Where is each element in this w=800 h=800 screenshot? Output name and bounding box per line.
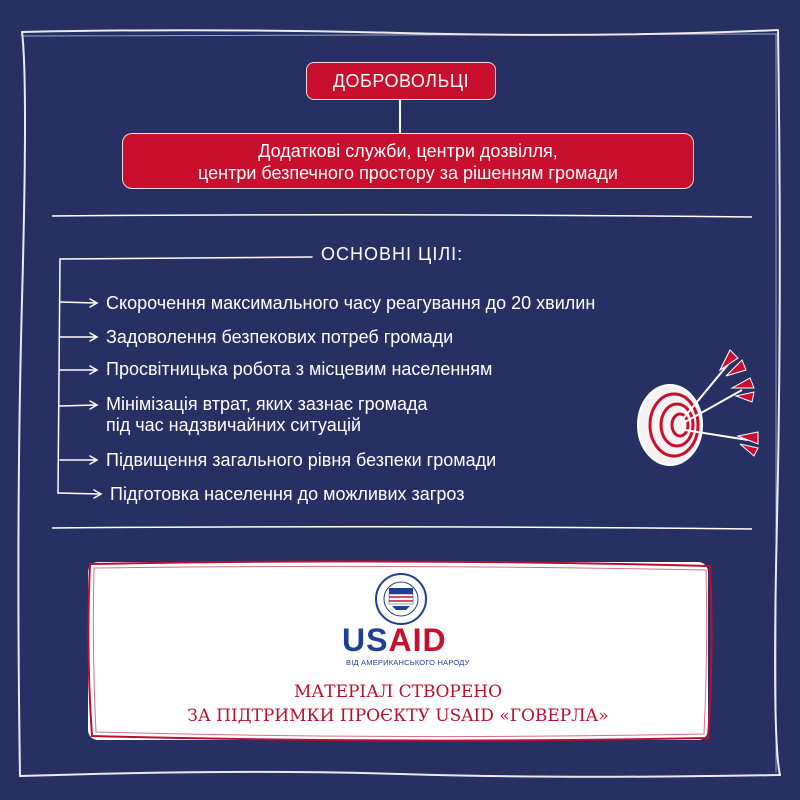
services-line-2: центри безпечного простору за рішенням громади bbox=[198, 163, 618, 183]
goal-item-6: Підготовка населення до можливих загроз bbox=[110, 484, 465, 504]
volunteers-title: ДОБРОВОЛЬЦІ bbox=[332, 71, 470, 91]
goal-item-2: Задоволення безпекових потреб громади bbox=[106, 327, 454, 347]
target-illustration bbox=[630, 340, 780, 480]
goal-item-4: Мінімізація втрат, яких зазнає громада bbox=[106, 394, 428, 414]
services-box bbox=[122, 133, 694, 189]
usaid-logo-us: US bbox=[342, 622, 389, 658]
goal-item-4-continuation: під час надзвичайних ситуацій bbox=[106, 415, 362, 435]
credit-line-1: МАТЕРІАЛ СТВОРЕНО bbox=[293, 682, 503, 702]
volunteers-title-box bbox=[306, 62, 496, 100]
goals-title: ОСНОВНІ ЦІЛІ: bbox=[321, 244, 464, 264]
credit-line-2: ЗА ПІДТРИМКИ ПРОЄКТУ USAID «ГОВЕРЛА» bbox=[187, 706, 609, 726]
goal-item-3: Просвітницька робота з місцевим населенням bbox=[106, 359, 493, 379]
goal-item-5: Підвищення загального рівня безпеки громади bbox=[106, 450, 497, 470]
usaid-logo-text bbox=[342, 622, 447, 659]
usaid-logo-subtitle: ВІД АМЕРИКАНСЬКОГО НАРОДУ bbox=[346, 658, 470, 667]
services-line-1: Додаткові служби, центри дозвілля, bbox=[258, 141, 558, 161]
usaid-seal-icon bbox=[374, 572, 428, 626]
goal-item-1: Скорочення максимального часу реагування до 20 хвилин bbox=[106, 293, 596, 313]
usaid-logo-aid: AID bbox=[388, 622, 447, 658]
